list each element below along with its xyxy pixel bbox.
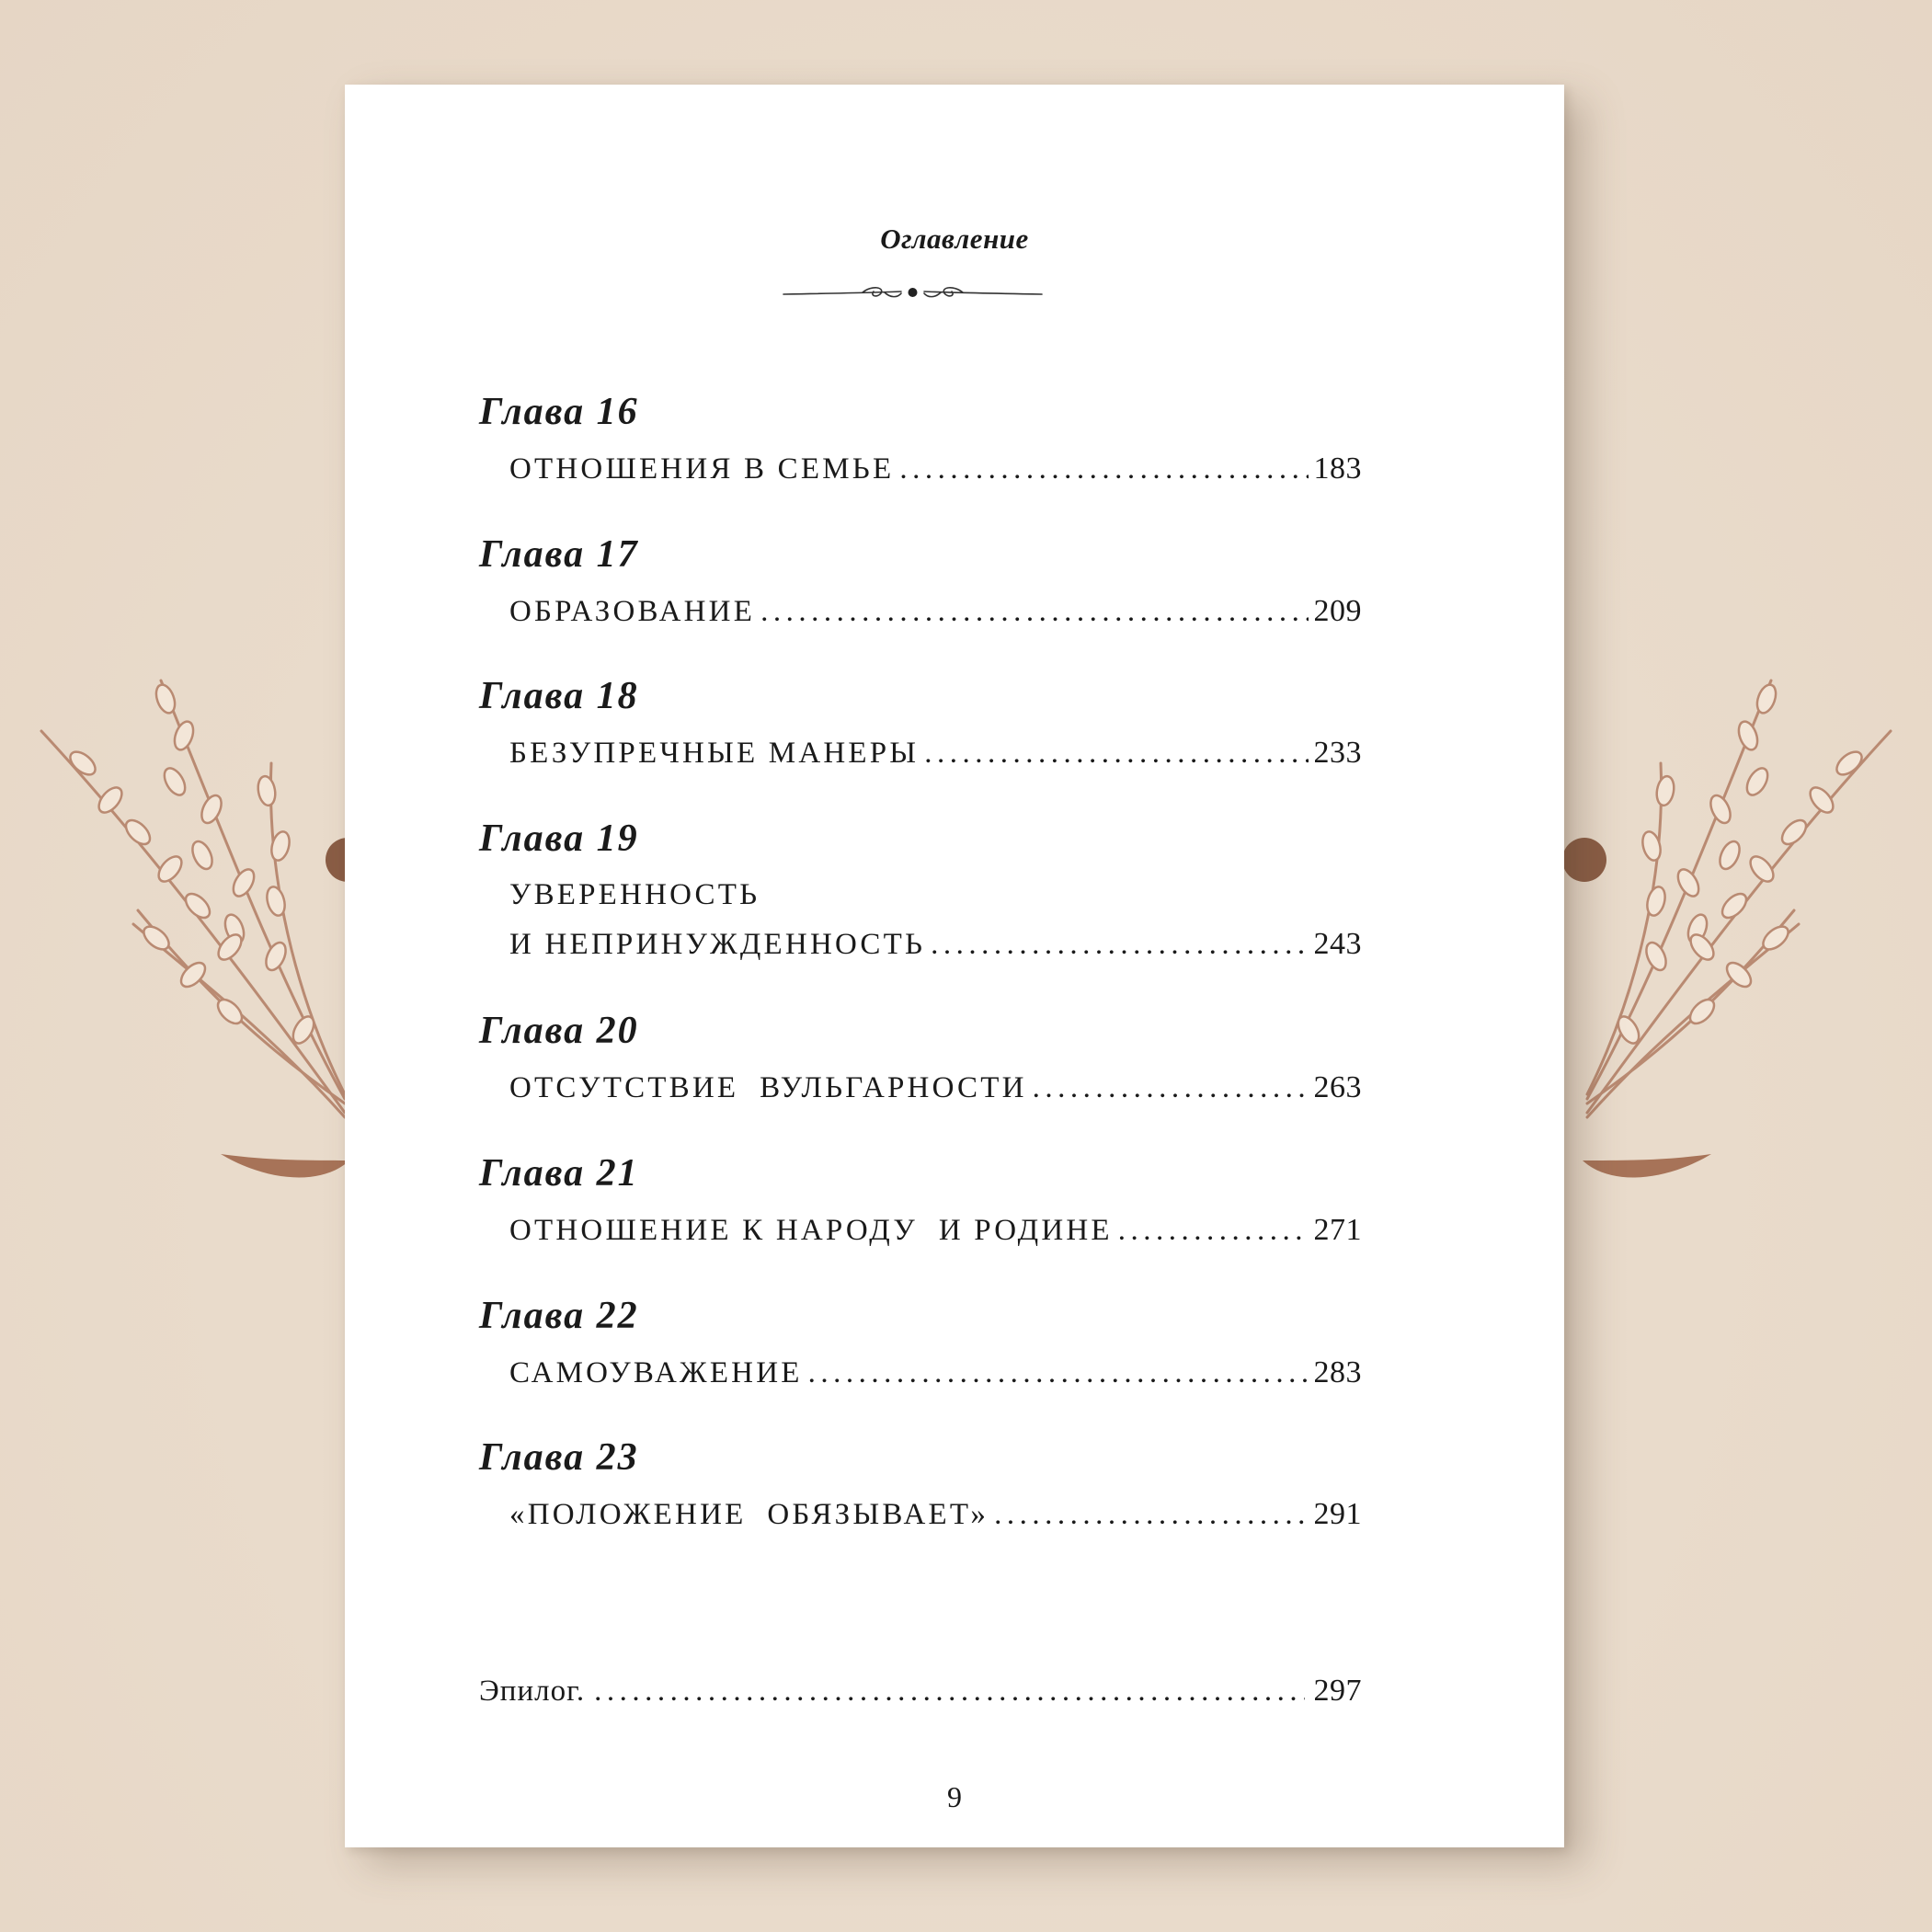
chapter-heading: Глава 18 — [479, 675, 639, 717]
dot-leader — [1033, 1071, 1309, 1105]
chapter-title: БЕЗУПРЕЧНЫЕ МАНЕРЫ — [509, 737, 920, 770]
chapter-title-row — [509, 1070, 1362, 1105]
toc-epilog[interactable] — [479, 1674, 1362, 1709]
dot-leader — [994, 1498, 1308, 1532]
chapter-title: ОТНОШЕНИЕ К НАРОДУ И РОДИНЕ — [509, 1214, 1113, 1247]
chapter-heading: Глава 16 — [479, 391, 639, 433]
dot-leader — [594, 1675, 1304, 1709]
epilog-label: Эпилог. — [479, 1675, 586, 1708]
chapter-title-row — [509, 594, 1362, 629]
page-ref: 263 — [1313, 1070, 1362, 1104]
dot-leader — [899, 452, 1308, 486]
chapter-title: ОТНОШЕНИЯ В СЕМЬЕ — [509, 452, 895, 486]
chapter-title: «ПОЛОЖЕНИЕ ОБЯЗЫВАЕТ» — [509, 1498, 989, 1531]
chapter-title: САМОУВАЖЕНИЕ — [509, 1356, 803, 1389]
chapter-heading: Глава 22 — [479, 1295, 639, 1337]
chapter-title: ОБРАЗОВАНИЕ — [509, 595, 756, 628]
chapter-title-line: УВЕРЕННОСТЬ — [509, 878, 760, 911]
page-ref: 283 — [1313, 1355, 1362, 1389]
page-ref: 209 — [1313, 594, 1362, 628]
toc-entry[interactable] — [479, 1435, 1362, 1531]
toc-entry[interactable] — [479, 1009, 1362, 1104]
page-ref: 233 — [1313, 736, 1362, 770]
toc-title: Оглавление — [880, 223, 1029, 255]
toc-entry[interactable] — [479, 817, 1362, 961]
chapter-title: ОТСУТСТВИЕ ВУЛЬГАРНОСТИ — [509, 1071, 1027, 1104]
chapter-title-row — [509, 927, 1362, 962]
dot-leader — [1118, 1214, 1309, 1248]
chapter-heading: Глава 17 — [479, 533, 639, 576]
chapter-title-row — [509, 736, 1362, 771]
chapter-title: И НЕПРИНУЖДЕННОСТЬ — [509, 928, 926, 961]
toc-entry[interactable] — [479, 1151, 1362, 1247]
page-ref: 243 — [1313, 927, 1362, 961]
page-ref: 183 — [1313, 452, 1362, 486]
page-number: 9 — [947, 1780, 962, 1813]
willow-branch-right-icon — [1546, 0, 1932, 1932]
toc-entry[interactable] — [479, 532, 1362, 628]
page-ref: 271 — [1313, 1213, 1362, 1247]
chapter-heading: Глава 20 — [479, 1010, 639, 1052]
chapter-title-row — [509, 1497, 1362, 1532]
dot-leader — [760, 595, 1308, 629]
dot-leader — [924, 737, 1308, 771]
chapter-heading: Глава 21 — [479, 1152, 639, 1195]
toc-entry[interactable] — [479, 674, 1362, 770]
chapter-title-row — [509, 452, 1362, 486]
toc-entry[interactable] — [479, 390, 1362, 486]
chapter-heading: Глава 19 — [479, 817, 639, 860]
chapter-heading: Глава 23 — [479, 1436, 639, 1479]
chapter-title-row — [509, 1355, 1362, 1390]
chapter-title-row — [509, 1213, 1362, 1248]
willow-branch-left-icon — [0, 0, 386, 1932]
book-page — [345, 85, 1564, 1847]
dot-leader — [931, 928, 1308, 962]
title-flourish-icon — [782, 280, 1044, 307]
page-ref: 291 — [1313, 1497, 1362, 1531]
page-ref: 297 — [1313, 1674, 1362, 1708]
toc-entry[interactable] — [479, 1294, 1362, 1389]
dot-leader — [808, 1356, 1309, 1390]
